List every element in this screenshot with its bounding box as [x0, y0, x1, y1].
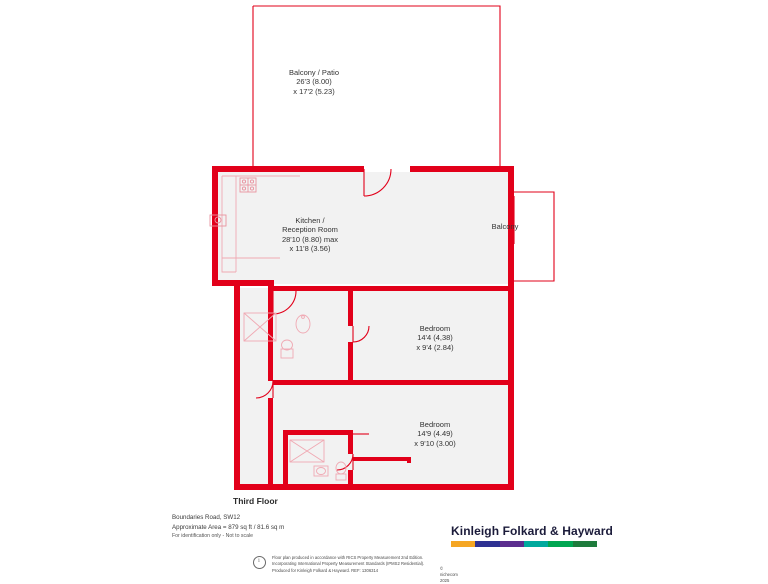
- floor-title: Third Floor: [233, 496, 278, 506]
- brand-name: Kinleigh Folkard & Hayward: [451, 524, 613, 538]
- legal-text: [272, 555, 424, 574]
- copyright-text: © nichecom 2025: [440, 566, 458, 584]
- legal-line-2: Incorporating International Property Measurement Standards (IPMS2 Residential).: [272, 561, 424, 567]
- property-details: [172, 513, 284, 540]
- address-line: Boundaries Road, SW12: [172, 513, 284, 523]
- room-label-bedroom-2: Bedroom 14'9 (4.49) x 9'10 (3.00): [385, 420, 485, 448]
- room-label-bedroom-1: Bedroom 14'4 (4,38) x 9'4 (2.84): [385, 324, 485, 352]
- room-label-balcony-patio: Balcony / Patio 26'3 (8.00) x 17'2 (5.23): [264, 68, 364, 96]
- disclaimer-line: For identification only - Not to scale: [172, 532, 284, 540]
- brand-color-bars: [451, 541, 597, 547]
- area-line: Approximate Area = 879 sq ft / 81.6 sq m: [172, 523, 284, 533]
- info-icon: [252, 554, 267, 570]
- room-label-kitchen-reception: Kitchen / Reception Room 28'10 (8.80) max x 11'8 (3.56): [260, 216, 360, 254]
- legal-line-3: Produced for Kinleigh Folkard & Hayward. REF: 1306314: [272, 568, 424, 574]
- legal-line-1: Floor plan produced in accordance with RICS Property Measurement 2nd Edition.: [272, 555, 424, 561]
- room-label-balcony: Balcony: [470, 222, 540, 231]
